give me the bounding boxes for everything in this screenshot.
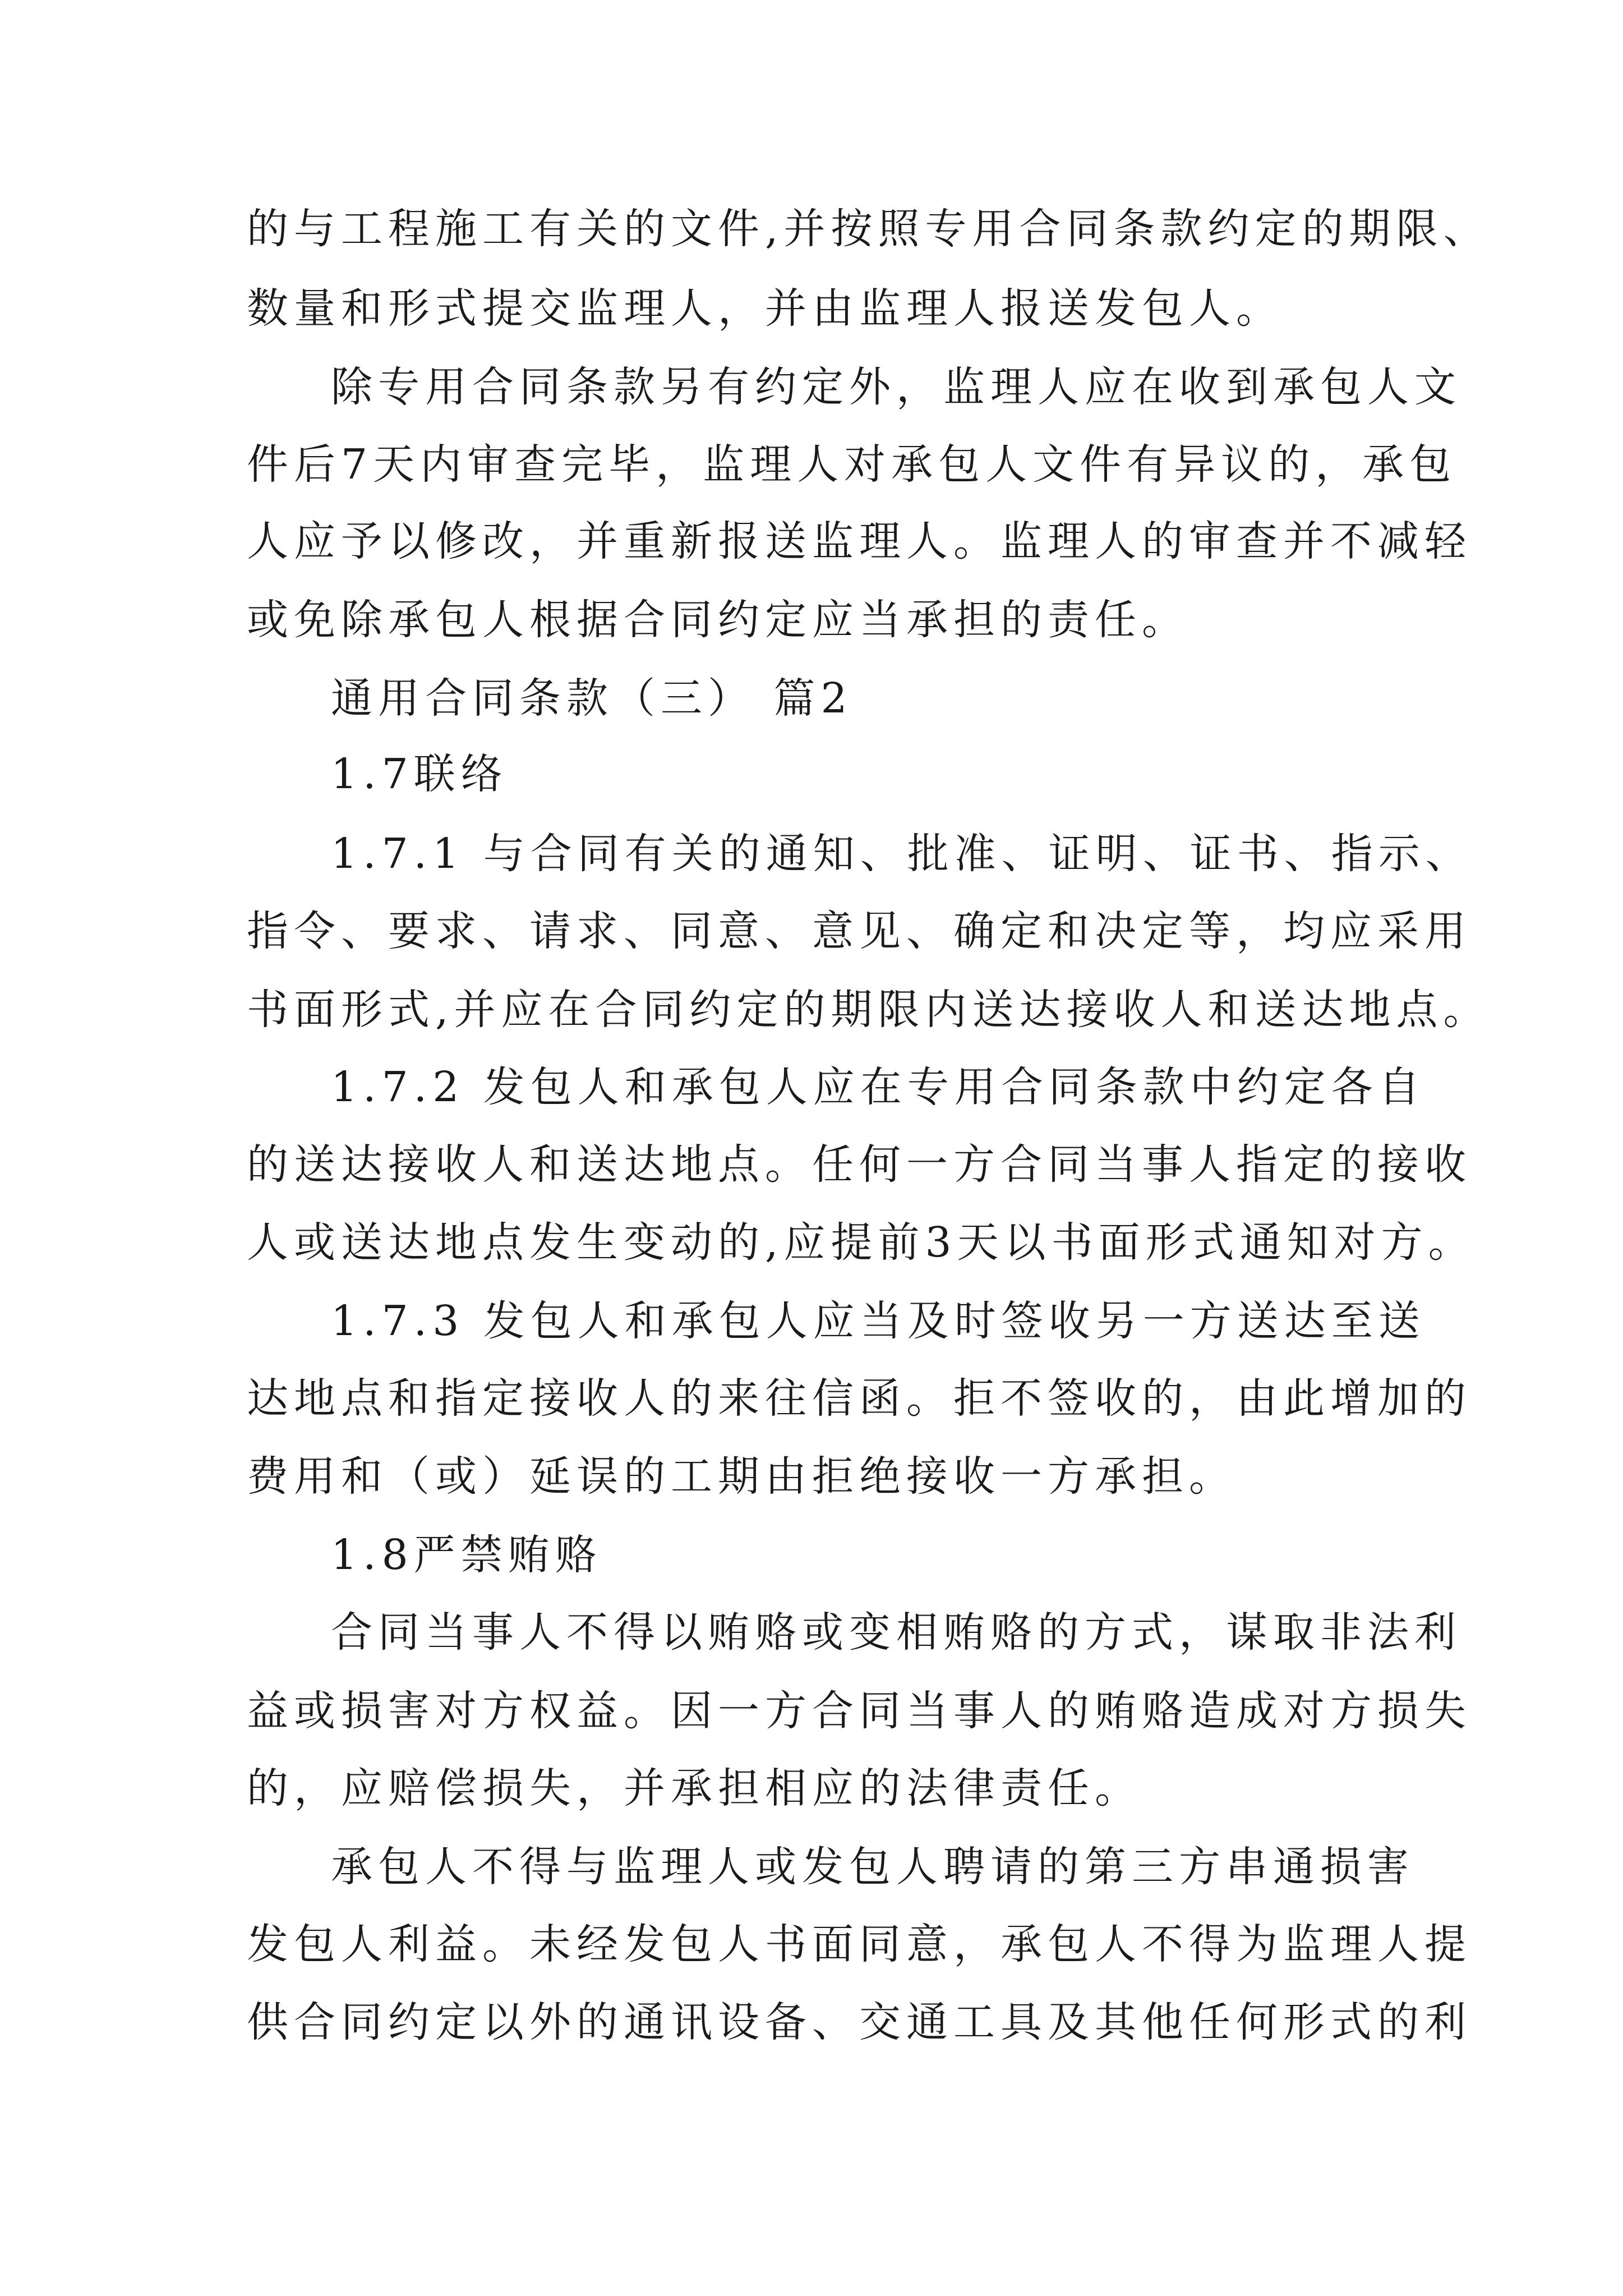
text-line: 除专用合同条款另有约定外，监理人应在收到承包人文 — [331, 363, 1461, 411]
text-line: 承包人不得与监理人或发包人聘请的第三方串通损害 — [331, 1843, 1414, 1891]
text-line: 达地点和指定接收人的来往信函。拒不签收的，由此增加的 — [247, 1374, 1472, 1423]
text-line: 书面形式,并应在合同约定的期限内送达接收人和送达地点。 — [247, 986, 1491, 1034]
text-line: 的，应赔偿损失，并承担相应的法律责任。 — [247, 1764, 1142, 1812]
text-line: 1.7.3 发包人和承包人应当及时签收另一方送达至送 — [331, 1297, 1426, 1345]
text-line: 1.7.2 发包人和承包人应在专用合同条款中约定各自 — [331, 1063, 1426, 1111]
text-line: 供合同约定以外的通讯设备、交通工具及其他任何形式的利 — [247, 1998, 1472, 2046]
text-line: 发包人利益。未经发包人书面同意，承包人不得为监理人提 — [247, 1920, 1472, 1968]
text-line: 费用和（或）延误的工期由拒绝接收一方承担。 — [247, 1452, 1236, 1501]
text-line: 合同当事人不得以贿赂或变相贿赂的方式，谋取非法利 — [331, 1608, 1461, 1657]
text-line: 益或损害对方权益。因一方合同当事人的贿赂造成对方损失 — [247, 1687, 1472, 1735]
section-title: 通用合同条款（三） 篇2 — [331, 674, 853, 723]
section-heading: 1.8严禁贿赂 — [331, 1531, 602, 1579]
text-line: 的与工程施工有关的文件,并按照专用合同条款约定的期限、 — [247, 205, 1491, 253]
text-line: 人应予以修改，并重新报送监理人。监理人的审查并不减轻 — [247, 517, 1472, 565]
text-line: 指令、要求、请求、同意、意见、确定和决定等，均应采用 — [247, 907, 1472, 955]
text-line: 件后7天内审查完毕，监理人对承包人文件有异议的，承包 — [247, 440, 1457, 489]
text-line: 或免除承包人根据合同约定应当承担的责任。 — [247, 596, 1189, 644]
text-line: 的送达接收人和送达地点。任何一方合同当事人指定的接收 — [247, 1140, 1472, 1189]
text-line: 数量和形式提交监理人，并由监理人报送发包人。 — [247, 284, 1283, 333]
text-line: 1.7.1 与合同有关的通知、批准、证明、证书、指示、 — [331, 830, 1473, 878]
section-heading: 1.7联络 — [331, 750, 508, 798]
text-line: 人或送达地点发生变动的,应提前3天以书面形式通知对方。 — [247, 1218, 1476, 1267]
